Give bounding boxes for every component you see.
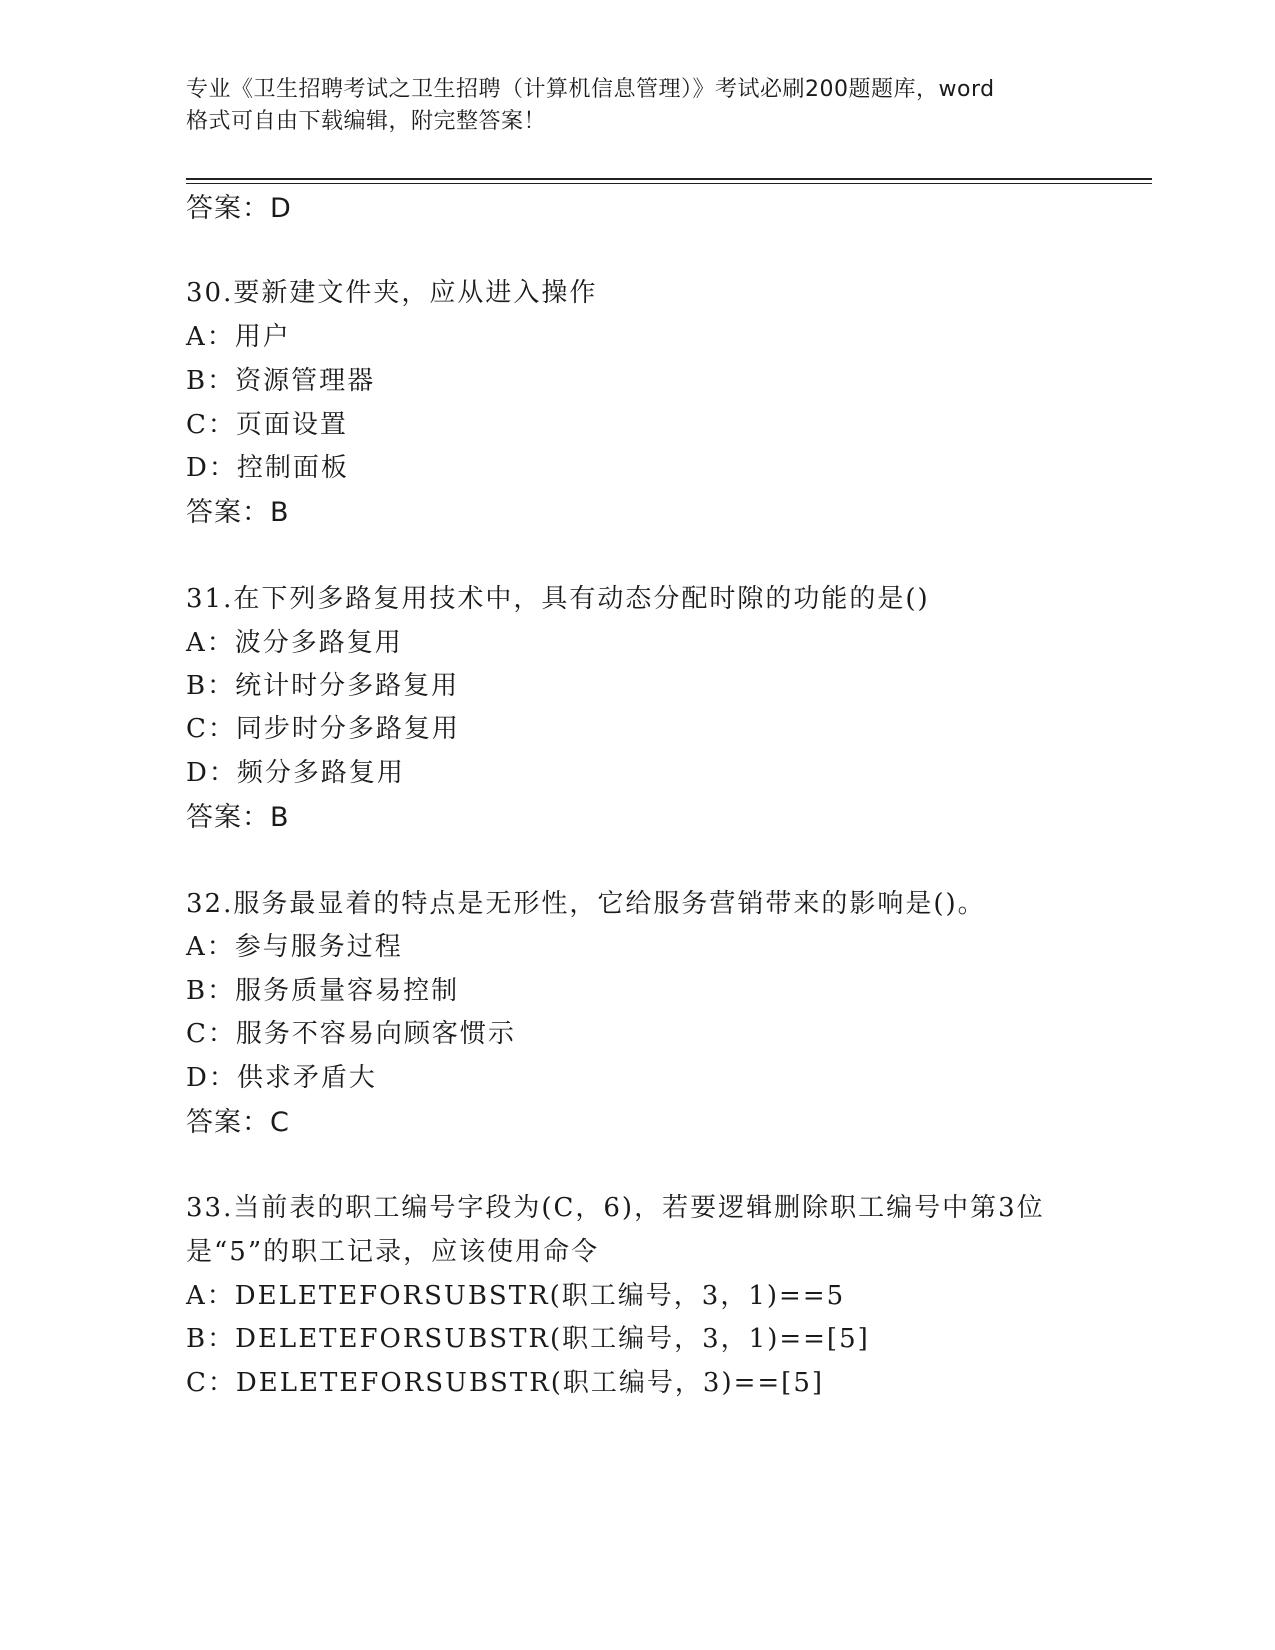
question-33-option-a: A：DELETEFORSUBSTR(职工编号，3，1)==5 (186, 1281, 846, 1311)
question-33-stem-line-2: 是“5”的职工记录，应该使用命令 (186, 1237, 600, 1267)
question-33-option-c: C：DELETEFORSUBSTR(职工编号，3)==[5] (186, 1368, 825, 1398)
question-31-option-b: B：统计时分多路复用 (186, 671, 460, 701)
question-30-option-d: D：控制面板 (186, 453, 349, 483)
question-31-option-a: A：波分多路复用 (186, 628, 403, 658)
question-32-option-a: A：参与服务过程 (186, 932, 403, 962)
question-31-option-c: C：同步时分多路复用 (186, 714, 460, 744)
question-31-option-d: D：频分多路复用 (186, 758, 405, 788)
document-header (186, 74, 1086, 138)
question-32-option-c: C：服务不容易向顾客惯示 (186, 1019, 516, 1049)
question-30-stem: 30.要新建文件夹，应从进入操作 (186, 278, 598, 308)
header-divider-thick (186, 178, 1152, 180)
question-30-option-b: B：资源管理器 (186, 366, 376, 396)
question-30-option-c: C：页面设置 (186, 410, 348, 440)
previous-answer: 答案：D (186, 193, 292, 224)
question-31-stem: 31.在下列多路复用技术中，具有动态分配时隙的功能的是() (186, 584, 930, 614)
question-30-option-a: A：用户 (186, 322, 291, 352)
question-32-answer: 答案：C (186, 1107, 290, 1138)
question-32-option-b: B：服务质量容易控制 (186, 976, 460, 1006)
header-title-line-2: 格式可自由下载编辑，附完整答案！ (186, 109, 547, 134)
question-33-option-b: B：DELETEFORSUBSTR(职工编号，3，1)==[5] (186, 1324, 870, 1354)
question-32-option-d: D：供求矛盾大 (186, 1063, 377, 1093)
question-33-stem-line-1: 33.当前表的职工编号字段为(C，6)，若要逻辑删除职工编号中第3位 (186, 1193, 1045, 1223)
header-divider-thin (186, 183, 1152, 184)
question-32-stem: 32.服务最显着的特点是无形性，它给服务营销带来的影响是()。 (186, 889, 986, 919)
question-30-answer: 答案：B (186, 497, 290, 528)
header-title-line-1: 专业《卫生招聘考试之卫生招聘（计算机信息管理）》考试必刷200题题库，word (186, 77, 995, 102)
question-31-answer: 答案：B (186, 802, 290, 833)
